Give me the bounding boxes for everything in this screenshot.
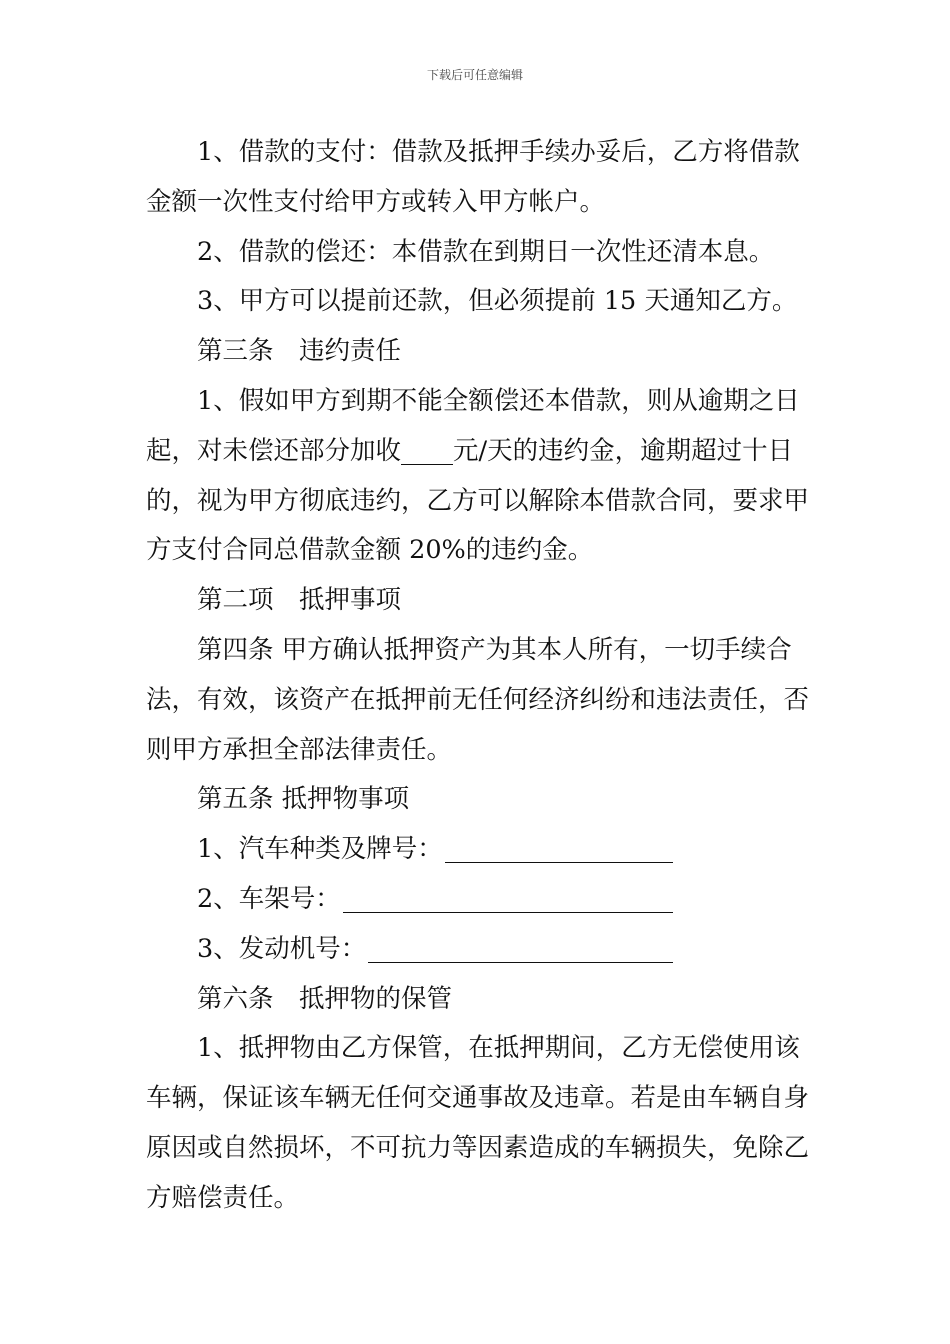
field-car-type bbox=[146, 825, 810, 875]
penalty-text-start: 1、假如甲方到期不能全额偿还本借款，则从逾期之日起，对未偿还部分加收 bbox=[146, 385, 800, 466]
field-frame-number bbox=[146, 875, 810, 925]
paragraph-custody: 1、抵押物由乙方保管，在抵押期间，乙方无偿使用该车辆，保证该车辆无任何交通事故及违章。若是由车辆自身原因或自然损坏，不可抗力等因素造成的车辆损失，免除乙方赔偿责任。 bbox=[146, 1033, 810, 1213]
heading-article-3: 第三条 违约责任 bbox=[197, 336, 402, 367]
penalty-rate-blank bbox=[401, 434, 453, 465]
paragraph-early-repayment: 3、甲方可以提前还款，但必须提前 15 天通知乙方。 bbox=[197, 286, 798, 317]
heading-item-2: 第二项 抵押事项 bbox=[197, 585, 402, 616]
paragraph-article-4: 第四条 甲方确认抵押资产为其本人所有，一切手续合法，有效，该资产在抵押前无任何经济纠纷和违法责任，否则甲方承担全部法律责任。 bbox=[146, 634, 810, 765]
paragraph-loan-payment: 1、借款的支付：借款及抵押手续办妥后，乙方将借款金额一次性支付给甲方或转入甲方帐户。 bbox=[146, 137, 800, 217]
field-car-type-blank bbox=[445, 830, 673, 863]
paragraph-default-penalty bbox=[146, 377, 810, 576]
field-car-type-label: 1、汽车种类及牌号： bbox=[197, 834, 443, 865]
heading-article-5: 第五条 抵押物事项 bbox=[197, 784, 410, 815]
page-header: 下载后可任意编辑 bbox=[426, 68, 523, 82]
field-engine-number bbox=[146, 925, 810, 975]
field-frame-number-label: 2、车架号： bbox=[197, 883, 341, 914]
penalty-text-end: 元/天的违约金，逾期超过十日的，视为甲方彻底违约，乙方可以解除本借款合同，要求甲方支付合同总借款金额 20%的违约金。 bbox=[146, 435, 810, 566]
field-engine-number-blank bbox=[368, 930, 673, 963]
heading-article-6: 第六条 抵押物的保管 bbox=[197, 983, 453, 1014]
field-engine-number-label: 3、发动机号： bbox=[197, 933, 367, 964]
document-body bbox=[146, 128, 810, 1224]
paragraph-loan-repayment: 2、借款的偿还：本借款在到期日一次性还清本息。 bbox=[197, 236, 775, 267]
field-frame-number-blank bbox=[343, 880, 673, 913]
